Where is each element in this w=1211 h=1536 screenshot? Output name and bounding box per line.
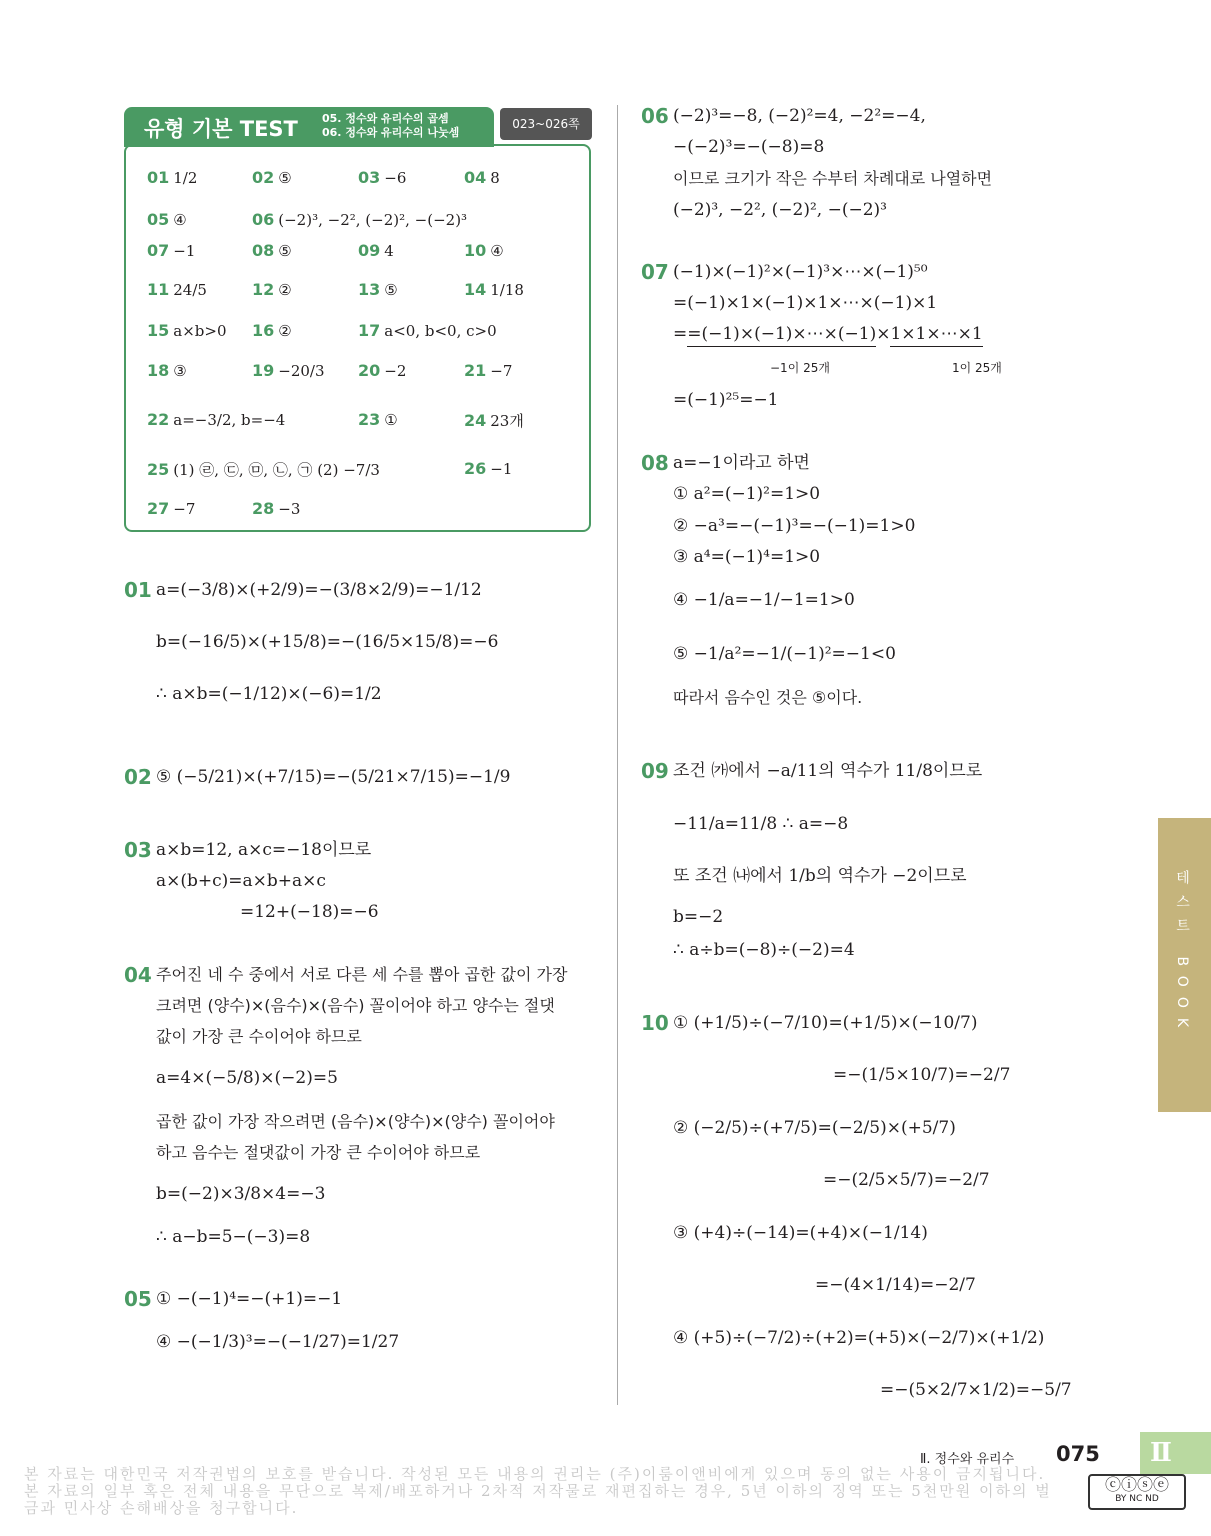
- sol07-brace-label-pos: 1이 25개: [952, 361, 1002, 375]
- answer-number: 01: [147, 168, 170, 187]
- answer-value: ①: [384, 411, 398, 429]
- sol08-line6: ⑤ −1/a²=−1/(−1)²=−1<0: [673, 644, 896, 664]
- sol04-line5: 곱한 값이 가장 작으려면 (음수)×(양수)×(양수) 꼴이어야: [156, 1112, 555, 1131]
- test-subtitle-2: 06. 정수와 유리수의 나눗셈: [322, 126, 460, 139]
- answer-value: −20/3: [278, 362, 325, 380]
- answer-number: 03: [358, 168, 381, 187]
- answer-number: 06: [252, 210, 275, 229]
- sol06-line1: (−2)³=−8, (−2)²=4, −2²=−4,: [673, 106, 926, 126]
- answer-value: (−2)³, −2², (−2)², −(−2)³: [278, 211, 468, 229]
- copyright-notice: 본 자료는 대한민국 저작권법의 보호를 받습니다. 작성된 모든 내용의 권리는 (주)이룸이앤비에게 있으며 동의 없는 사용이 금지됩니다. 본 자료의 일부 혹은 전체 내용을 무단으로 복제/배포하거나 2차적 저작물로 재편집하는 경우, 5년 이하의 징역 또는 5천만원 이하의 벌금과 민사상 손해배상을 청구합니다.: [24, 1465, 1052, 1517]
- answer-20: [358, 361, 406, 380]
- answer-number: 09: [358, 241, 381, 260]
- sol03-line3: =12+(−18)=−6: [240, 902, 379, 922]
- answer-value: ④: [490, 242, 504, 260]
- sol06-line2: −(−2)³=−(−8)=8: [673, 137, 825, 157]
- answer-number: 26: [464, 459, 487, 478]
- sol09-line3: 또 조건 ㈏에서 1/b의 역수가 −2이므로: [673, 866, 967, 886]
- solution-number-03: 03: [124, 838, 152, 862]
- solution-number-09: 09: [641, 759, 669, 783]
- sol02-line1: ⑤ (−5/21)×(+7/15)=−(5/21×7/15)=−1/9: [156, 767, 511, 787]
- sol07-brace-label-neg: −1이 25개: [770, 361, 830, 375]
- answer-value: −7: [490, 362, 513, 380]
- sol07-line1: (−1)×(−1)²×(−1)³×⋯×(−1)⁵⁰: [673, 262, 928, 282]
- sol10-line5: ③ (+4)÷(−14)=(+4)×(−1/14): [673, 1223, 928, 1243]
- sol10-line7: ④ (+5)÷(−7/2)÷(+2)=(+5)×(−2/7)×(+1/2): [673, 1328, 1045, 1348]
- cc-license-icon: ⓒⓘⓢⓔ: [1104, 1475, 1169, 1494]
- answer-number: 16: [252, 321, 275, 340]
- answer-number: 21: [464, 361, 487, 380]
- answer-number: 23: [358, 410, 381, 429]
- sol07-line2: =(−1)×1×(−1)×1×⋯×(−1)×1: [673, 293, 938, 313]
- sol04-line8: ∴ a−b=5−(−3)=8: [156, 1227, 311, 1247]
- solution-number-01: 01: [124, 578, 152, 602]
- answer-04: [464, 168, 500, 187]
- answer-number: 20: [358, 361, 381, 380]
- solution-number-08: 08: [641, 451, 669, 475]
- sol10-line2: =−(1/5×10/7)=−2/7: [833, 1065, 1011, 1085]
- test-subtitle-1: 05. 정수와 유리수의 곱셈: [322, 112, 449, 125]
- sol01-line3: ∴ a×b=(−1/12)×(−6)=1/2: [156, 684, 382, 704]
- answer-value: ⑤: [278, 169, 292, 187]
- sol04-line2: 크려면 (양수)×(음수)×(음수) 꼴이어야 하고 양수는 절댓: [156, 996, 555, 1015]
- sol10-line3: ② (−2/5)÷(+7/5)=(−2/5)×(+5/7): [673, 1118, 956, 1138]
- answer-number: 02: [252, 168, 275, 187]
- answer-18: [147, 361, 187, 380]
- sol09-line5: ∴ a÷b=(−8)÷(−2)=4: [673, 940, 855, 960]
- answer-19: [252, 361, 325, 380]
- answer-15: [147, 321, 227, 340]
- sol04-line6: 하고 음수는 절댓값이 가장 큰 수이어야 하므로: [156, 1143, 481, 1162]
- sol06-line3: 이므로 크기가 작은 수부터 차례대로 나열하면: [673, 169, 993, 188]
- answer-05: [147, 210, 187, 229]
- sol08-line1: a=−1이라고 하면: [673, 453, 810, 473]
- answer-07: [147, 241, 195, 260]
- answer-number: 28: [252, 499, 275, 518]
- answer-10: [464, 241, 504, 260]
- answer-26: [464, 459, 512, 478]
- answer-number: 05: [147, 210, 170, 229]
- answer-value: a×b>0: [173, 322, 227, 340]
- answer-number: 24: [464, 411, 487, 430]
- answer-number: 17: [358, 321, 381, 340]
- sol07-line4: =(−1)²⁵=−1: [673, 390, 779, 410]
- answer-value: a=−3/2, b=−4: [173, 411, 286, 429]
- sol01-line1: a=(−3/8)×(+2/9)=−(3/8×2/9)=−1/12: [156, 580, 482, 600]
- answer-value: 1/2: [173, 169, 198, 187]
- answer-value: −7: [173, 500, 196, 518]
- sol08-line5: ④ −1/a=−1/−1=1>0: [673, 590, 855, 610]
- answer-28: [252, 499, 300, 518]
- answer-value: 8: [490, 169, 500, 187]
- sol07-line3: ==(−1)×(−1)×⋯×(−1)×1×1×⋯×1: [673, 322, 983, 347]
- solution-number-07: 07: [641, 260, 669, 284]
- answer-value: −2: [384, 362, 407, 380]
- answer-value: ⑤: [384, 281, 398, 299]
- solution-number-02: 02: [124, 765, 152, 789]
- answer-number: 07: [147, 241, 170, 260]
- solution-number-05: 05: [124, 1287, 152, 1311]
- sol09-line2: −11/a=11/8 ∴ a=−8: [673, 814, 849, 834]
- answer-08: [252, 241, 292, 260]
- answer-value: −3: [278, 500, 301, 518]
- answer-number: 18: [147, 361, 170, 380]
- sol08-line4: ③ a⁴=(−1)⁴=1>0: [673, 547, 821, 567]
- answer-09: [358, 241, 394, 260]
- answer-01: [147, 168, 197, 187]
- answer-value: −6: [384, 169, 407, 187]
- answer-number: 12: [252, 280, 275, 299]
- answer-12: [252, 280, 292, 299]
- side-tab-label: 테스트 BOOK: [1174, 870, 1190, 1038]
- answer-value: a<0, b<0, c>0: [384, 322, 497, 340]
- solution-number-04: 04: [124, 963, 152, 987]
- sol08-line2: ① a²=(−1)²=1>0: [673, 484, 821, 504]
- answer-03: [358, 168, 406, 187]
- sol04-line1: 주어진 네 수 중에서 서로 다른 세 수를 뽑아 곱한 값이 가장: [156, 965, 568, 984]
- answer-value: ⑤: [278, 242, 292, 260]
- solution-number-10: 10: [641, 1011, 669, 1035]
- answer-21: [464, 361, 512, 380]
- answer-number: 19: [252, 361, 275, 380]
- answer-value: ②: [278, 322, 292, 340]
- answer-number: 10: [464, 241, 487, 260]
- sol06-line4: (−2)³, −2², (−2)², −(−2)³: [673, 200, 887, 220]
- page-range-tag: 023~026쪽: [500, 108, 592, 140]
- answer-17: [358, 321, 497, 340]
- sol08-line3: ② −a³=−(−1)³=−(−1)=1>0: [673, 516, 916, 536]
- answer-number: 22: [147, 410, 170, 429]
- sol10-line6: =−(4×1/14)=−2/7: [815, 1275, 976, 1295]
- answer-22: [147, 410, 285, 429]
- answer-value: ③: [173, 362, 187, 380]
- answer-number: 08: [252, 241, 275, 260]
- chapter-mark: Ⅱ: [1140, 1432, 1211, 1474]
- sol03-line2: a×(b+c)=a×b+a×c: [156, 871, 326, 891]
- sol07-times: ×: [876, 324, 891, 344]
- answer-16: [252, 321, 292, 340]
- answer-23: [358, 410, 398, 429]
- footer-unit-title: Ⅱ. 정수와 유리수: [920, 1452, 1015, 1467]
- answer-number: 04: [464, 168, 487, 187]
- answer-number: 11: [147, 280, 170, 299]
- answer-value: 1/18: [490, 281, 524, 299]
- test-header: [124, 107, 494, 147]
- answer-value: (1) ㉣, ㉢, ㉤, ㉡, ㉠ (2) −7/3: [173, 461, 380, 479]
- sol05-line1: ① −(−1)⁴=−(+1)=−1: [156, 1289, 343, 1309]
- sol04-line4: a=4×(−5/8)×(−2)=5: [156, 1068, 338, 1088]
- sol07-group-neg: =(−1)×(−1)×⋯×(−1): [687, 322, 876, 347]
- solution-number-06: 06: [641, 104, 669, 128]
- answer-number: 14: [464, 280, 487, 299]
- answer-25: [147, 459, 380, 480]
- cc-license-text: BY NC ND: [1115, 1494, 1159, 1504]
- sol07-group-pos: 1×1×⋯×1: [890, 322, 982, 347]
- sol10-line1: ① (+1/5)÷(−7/10)=(+1/5)×(−10/7): [673, 1013, 978, 1033]
- answer-24: [464, 410, 524, 431]
- answer-value: 24/5: [173, 281, 207, 299]
- answer-value: ④: [173, 211, 187, 229]
- answer-number: 13: [358, 280, 381, 299]
- answer-value: 23개: [490, 412, 524, 430]
- sol01-line2: b=(−16/5)×(+15/8)=−(16/5×15/8)=−6: [156, 632, 499, 652]
- cc-license-badge: [1088, 1474, 1186, 1510]
- answer-11: [147, 280, 207, 299]
- test-title: 유형 기본 TEST: [144, 117, 298, 141]
- sol10-line8: =−(5×2/7×1/2)=−5/7: [880, 1380, 1072, 1400]
- answer-number: 15: [147, 321, 170, 340]
- sol04-line7: b=(−2)×3/8×4=−3: [156, 1184, 326, 1204]
- column-divider: [617, 105, 618, 1405]
- answer-14: [464, 280, 524, 299]
- test-subtitle: [322, 112, 459, 140]
- answer-number: 27: [147, 499, 170, 518]
- sol05-line2: ④ −(−1/3)³=−(−1/27)=1/27: [156, 1332, 400, 1352]
- answer-value: 4: [384, 242, 394, 260]
- sol08-line7: 따라서 음수인 것은 ⑤이다.: [673, 688, 863, 707]
- answer-02: [252, 168, 292, 187]
- page-number: 075: [1056, 1442, 1100, 1466]
- answer-06: [252, 210, 467, 229]
- sol09-line4: b=−2: [673, 907, 724, 927]
- sol09-line1: 조건 ㈎에서 −a/11의 역수가 11/8이므로: [673, 761, 983, 781]
- answer-number: 25: [147, 460, 170, 479]
- answer-27: [147, 499, 195, 518]
- sol04-line3: 값이 가장 큰 수이어야 하므로: [156, 1027, 362, 1046]
- answer-value: −1: [490, 460, 513, 478]
- sol10-line4: =−(2/5×5/7)=−2/7: [823, 1170, 990, 1190]
- answer-13: [358, 280, 398, 299]
- answer-value: ②: [278, 281, 292, 299]
- answer-value: −1: [173, 242, 196, 260]
- sol03-line1: a×b=12, a×c=−18이므로: [156, 840, 372, 860]
